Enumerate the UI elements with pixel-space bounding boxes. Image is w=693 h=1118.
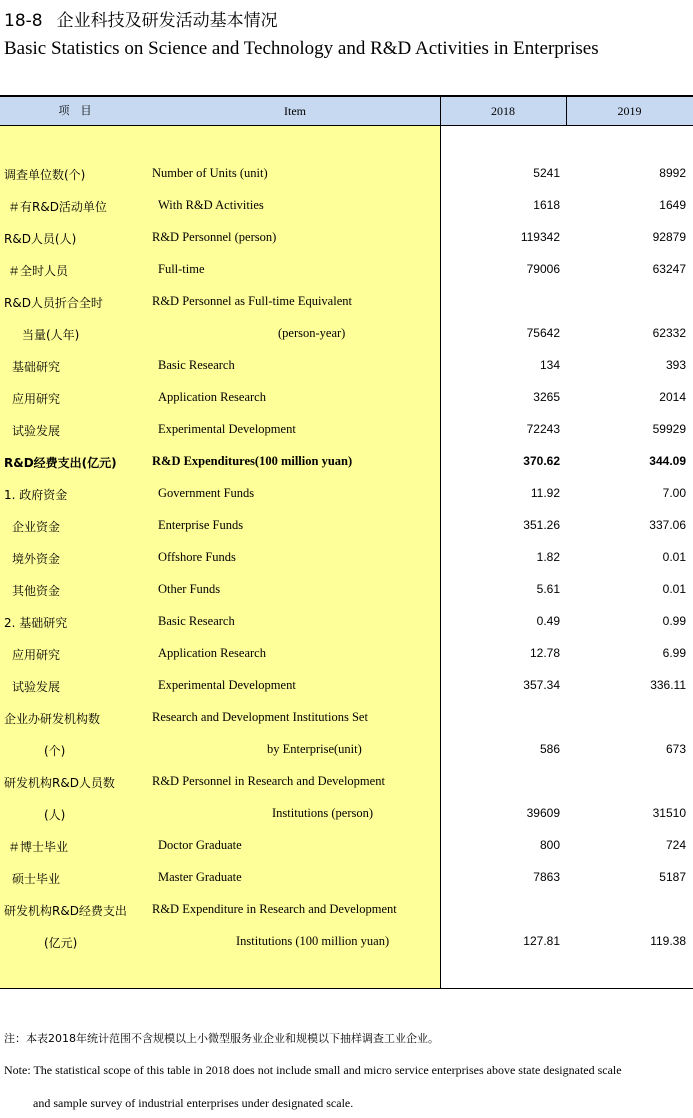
row-label-zh: 硕士毕业 xyxy=(12,872,61,886)
value-2019: 5187 xyxy=(659,870,686,884)
table-row xyxy=(0,350,693,382)
value-2019: 344.09 xyxy=(649,454,686,468)
value-2018: 39609 xyxy=(526,806,560,820)
header-item-zh: 项 目 xyxy=(58,104,92,117)
table-row xyxy=(0,446,693,478)
value-2018: 72243 xyxy=(526,422,560,436)
table-row xyxy=(0,158,693,190)
row-label-en: by Enterprise(unit) xyxy=(267,742,362,756)
table-row xyxy=(0,478,693,510)
table-bottom-rule xyxy=(0,988,693,989)
table-row xyxy=(0,862,693,894)
row-label-en: R&D Personnel in Research and Development xyxy=(152,774,385,788)
header-year-2018: 2018 xyxy=(491,104,515,118)
value-2019: 724 xyxy=(665,838,686,852)
row-label-en: R&D Personnel as Full-time Equivalent xyxy=(152,294,352,308)
value-2019: 673 xyxy=(665,742,686,756)
value-2018: 119342 xyxy=(520,230,560,244)
row-label-zh: 试验发展 xyxy=(12,680,61,694)
row-label-en: Other Funds xyxy=(158,582,221,596)
row-label-en: Government Funds xyxy=(158,486,255,500)
value-2019: 6.99 xyxy=(662,646,686,660)
value-2018: 12.78 xyxy=(529,646,560,660)
value-2019: 63247 xyxy=(652,262,686,276)
row-label-zh: ＃博士毕业 xyxy=(8,840,69,854)
value-2019: 2014 xyxy=(659,390,686,404)
table-row xyxy=(0,382,693,414)
row-label-en: Application Research xyxy=(158,390,266,404)
row-label-zh: (个) xyxy=(44,744,66,758)
table-row xyxy=(0,798,693,830)
table-row xyxy=(0,190,693,222)
row-label-en: Offshore Funds xyxy=(158,550,236,564)
value-2018: 0.49 xyxy=(536,614,560,628)
row-label-en: Master Graduate xyxy=(158,870,242,884)
value-2018: 75642 xyxy=(526,326,560,340)
value-2019: 31510 xyxy=(652,806,686,820)
table-title-zh xyxy=(4,6,278,31)
table-title-en: Basic Statistics on Science and Technology and R&D Activities in Enterprises xyxy=(4,38,599,59)
value-2018: 5.61 xyxy=(536,582,560,596)
row-label-en: R&D Expenditure in Research and Development xyxy=(152,902,397,916)
table-row xyxy=(0,670,693,702)
value-2018: 357.34 xyxy=(523,678,560,692)
value-2018: 79006 xyxy=(526,262,560,276)
row-label-en: Institutions (person) xyxy=(272,806,374,820)
table-row xyxy=(0,638,693,670)
table-row xyxy=(0,702,693,734)
row-label-zh: R&D人员折合全时 xyxy=(4,296,103,310)
row-label-en: Full-time xyxy=(158,262,205,276)
note-en-line1: Note: The statistical scope of this table in 2018 does not include small and micro service enterprises above state designated scale xyxy=(4,1063,622,1077)
row-label-en: (person-year) xyxy=(278,326,346,340)
table-row xyxy=(0,542,693,574)
table-row xyxy=(0,830,693,862)
table-row xyxy=(0,510,693,542)
row-label-en: With R&D Activities xyxy=(158,198,264,212)
value-2019: 92879 xyxy=(652,230,686,244)
value-2019: 7.00 xyxy=(662,486,686,500)
value-2019: 336.11 xyxy=(650,678,686,692)
value-2019: 119.38 xyxy=(650,934,686,948)
header-item-en: Item xyxy=(284,104,306,118)
table-row xyxy=(0,414,693,446)
table-row xyxy=(0,894,693,926)
row-label-zh: 境外资金 xyxy=(12,552,61,566)
header-year-2019: 2019 xyxy=(617,104,642,118)
table-row xyxy=(0,574,693,606)
value-2018: 5241 xyxy=(533,166,560,180)
note-en-line2: and sample survey of industrial enterprises under designated scale. xyxy=(33,1096,354,1110)
value-2018: 370.62 xyxy=(523,454,560,468)
row-label-en: Experimental Development xyxy=(158,422,296,436)
row-label-zh: ＃全时人员 xyxy=(8,264,69,278)
value-2018: 7863 xyxy=(533,870,560,884)
row-label-en: Institutions (100 million yuan) xyxy=(236,934,390,948)
row-label-zh: 试验发展 xyxy=(12,424,61,438)
row-label-en: Research and Development Institutions Set xyxy=(152,710,368,724)
header-bottom-rule xyxy=(0,125,693,126)
value-2019: 0.99 xyxy=(662,614,686,628)
value-2019: 1649 xyxy=(659,198,686,212)
value-2019: 0.01 xyxy=(662,582,686,596)
value-2018: 1618 xyxy=(533,198,560,212)
table-row xyxy=(0,734,693,766)
value-2018: 351.26 xyxy=(523,518,560,532)
row-label-zh: 其他资金 xyxy=(12,584,61,598)
row-label-en: Basic Research xyxy=(158,358,235,372)
value-2018: 11.92 xyxy=(530,486,560,500)
row-label-zh: 研发机构R&D人员数 xyxy=(4,776,115,790)
row-label-en: Enterprise Funds xyxy=(158,518,244,532)
value-2019: 8992 xyxy=(659,166,686,180)
value-2019: 62332 xyxy=(652,326,686,340)
row-label-zh: 1. 政府资金 xyxy=(4,488,68,502)
row-label-zh: 企业办研发机构数 xyxy=(4,712,101,726)
value-2018: 586 xyxy=(539,742,560,756)
row-label-zh: R&D人员(人) xyxy=(4,232,77,246)
table-row xyxy=(0,606,693,638)
row-label-en: Basic Research xyxy=(158,614,235,628)
row-label-zh: 调查单位数(个) xyxy=(4,168,86,182)
value-2018: 800 xyxy=(539,838,560,852)
row-label-zh: 应用研究 xyxy=(12,648,61,662)
row-label-zh: 当量(人年) xyxy=(22,328,80,342)
row-label-zh: (人) xyxy=(44,808,66,822)
row-label-zh: R&D经费支出(亿元) xyxy=(4,456,117,470)
table-title-zh-text: 企业科技及研发活动基本情况 xyxy=(56,11,278,31)
row-label-en: Experimental Development xyxy=(158,678,296,692)
value-2019: 59929 xyxy=(652,422,686,436)
row-label-en: Application Research xyxy=(158,646,266,660)
row-label-en: Number of Units (unit) xyxy=(152,166,268,180)
row-label-zh: 应用研究 xyxy=(12,392,61,406)
row-label-zh: 2. 基础研究 xyxy=(4,616,68,630)
value-2019: 393 xyxy=(665,358,686,372)
table-row xyxy=(0,254,693,286)
row-label-en: Doctor Graduate xyxy=(158,838,242,852)
value-2019: 337.06 xyxy=(649,518,686,532)
row-label-zh: (亿元) xyxy=(44,936,78,950)
row-label-zh: 研发机构R&D经费支出 xyxy=(4,904,127,918)
row-label-zh: 基础研究 xyxy=(12,360,61,374)
value-2018: 134 xyxy=(539,358,560,372)
table-row xyxy=(0,286,693,318)
value-2018: 3265 xyxy=(533,390,560,404)
table-number: 18-8 xyxy=(4,11,43,31)
table-row xyxy=(0,222,693,254)
value-2018: 1.82 xyxy=(536,550,560,564)
row-label-en: R&D Expenditures(100 million yuan) xyxy=(152,454,353,468)
row-label-en: R&D Personnel (person) xyxy=(152,230,277,244)
row-label-zh: ＃有R&D活动单位 xyxy=(8,200,107,214)
table-row xyxy=(0,926,693,958)
table-row xyxy=(0,318,693,350)
note-zh: 注：本表2018年统计范围不含规模以上小微型服务业企业和规模以下抽样调查工业企业。 xyxy=(4,1032,439,1045)
value-2019: 0.01 xyxy=(662,550,686,564)
table-row xyxy=(0,766,693,798)
value-2018: 127.81 xyxy=(523,934,560,948)
row-label-zh: 企业资金 xyxy=(12,520,61,534)
